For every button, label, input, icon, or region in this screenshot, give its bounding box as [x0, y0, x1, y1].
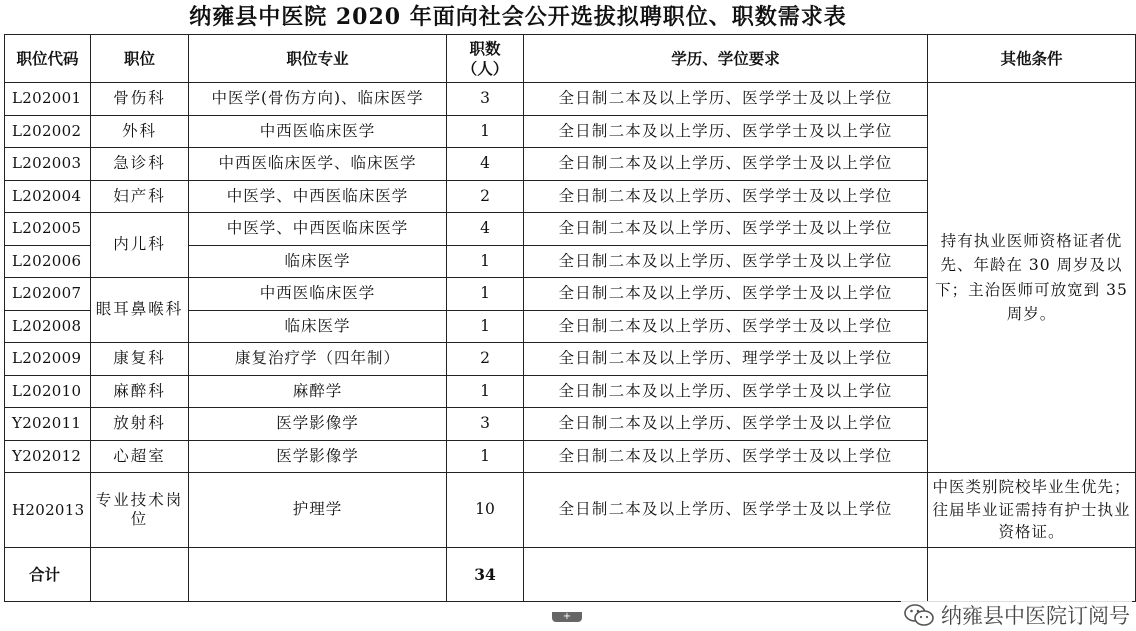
cell-position: 放射科 [91, 408, 189, 441]
cell-code: L202007 [5, 278, 91, 311]
watermark [901, 601, 1132, 629]
cell-count: 1 [447, 245, 524, 278]
cell-position: 康复科 [91, 343, 189, 376]
cell-major: 中医学、中西医临床医学 [189, 213, 447, 246]
cell-other-conditions: 中医类别院校毕业生优先；往届毕业证需持有护士执业资格证。 [928, 473, 1136, 548]
cell-position: 专业技术岗位 [91, 473, 189, 548]
cell-code: L202006 [5, 245, 91, 278]
cell-count: 3 [447, 83, 524, 116]
cell-empty [524, 548, 928, 602]
cell-education: 全日制二本及以上学历、医学学士及以上学位 [524, 115, 928, 148]
cell-count: 4 [447, 213, 524, 246]
cell-count: 2 [447, 180, 524, 213]
cell-major: 中医学(骨伤方向)、临床医学 [189, 83, 447, 116]
plus-icon: + [562, 611, 572, 622]
watermark-text: 纳雍县中医院订阅号 [941, 604, 1130, 628]
wechat-icon [903, 603, 935, 627]
page-title: 纳雍县中医院 2020 年面向社会公开选拔拟聘职位、职数需求表 [189, 4, 847, 30]
cell-major: 中西医临床医学 [189, 115, 447, 148]
cell-code: L202004 [5, 180, 91, 213]
cell-empty [91, 548, 189, 602]
cell-education: 全日制二本及以上学历、医学学士及以上学位 [524, 245, 928, 278]
recruitment-table [4, 34, 1136, 602]
cell-code: L202003 [5, 148, 91, 181]
cell-education: 全日制二本及以上学历、医学学士及以上学位 [524, 375, 928, 408]
cell-code: L202010 [5, 375, 91, 408]
cell-major: 麻醉学 [189, 375, 447, 408]
cell-code: L202008 [5, 310, 91, 343]
header-code: 职位代码 [5, 35, 91, 83]
header-other: 其他条件 [928, 35, 1136, 83]
cell-count: 1 [447, 278, 524, 311]
table-row [5, 473, 1136, 548]
cell-major: 护理学 [189, 473, 447, 548]
cell-position: 麻醉科 [91, 375, 189, 408]
cell-position: 急诊科 [91, 148, 189, 181]
cell-count: 4 [447, 148, 524, 181]
cell-empty [928, 548, 1136, 602]
cell-major: 中西医临床医学 [189, 278, 447, 311]
header-position: 职位 [91, 35, 189, 83]
cell-other-conditions: 持有执业医师资格证者优先、年龄在 30 周岁及以下；主治医师可放宽到 35 周岁。 [928, 83, 1136, 473]
cell-education: 全日制二本及以上学历、医学学士及以上学位 [524, 473, 928, 548]
table-row [5, 83, 1136, 116]
total-row [5, 548, 1136, 602]
cell-position: 妇产科 [91, 180, 189, 213]
total-label: 合计 [5, 548, 91, 602]
header-major: 职位专业 [189, 35, 447, 83]
cell-position: 外科 [91, 115, 189, 148]
cell-major: 中医学、中西医临床医学 [189, 180, 447, 213]
table-header-row [5, 35, 1136, 83]
cell-count: 2 [447, 343, 524, 376]
cell-code: L202009 [5, 343, 91, 376]
cell-empty [189, 548, 447, 602]
cell-count: 1 [447, 115, 524, 148]
cell-count: 1 [447, 310, 524, 343]
cell-education: 全日制二本及以上学历、医学学士及以上学位 [524, 180, 928, 213]
cell-education: 全日制二本及以上学历、医学学士及以上学位 [524, 83, 928, 116]
cell-education: 全日制二本及以上学历、医学学士及以上学位 [524, 440, 928, 473]
total-count: 34 [447, 548, 524, 602]
cell-education: 全日制二本及以上学历、医学学士及以上学位 [524, 278, 928, 311]
cell-major: 康复治疗学（四年制） [189, 343, 447, 376]
cell-major: 中西医临床医学、临床医学 [189, 148, 447, 181]
cell-major: 医学影像学 [189, 440, 447, 473]
cell-code: L202001 [5, 83, 91, 116]
cell-major: 临床医学 [189, 245, 447, 278]
cell-position: 骨伤科 [91, 83, 189, 116]
cell-education: 全日制二本及以上学历、理学学士及以上学位 [524, 343, 928, 376]
page-tab[interactable] [552, 612, 582, 622]
cell-code: Y202011 [5, 408, 91, 441]
cell-code: L202005 [5, 213, 91, 246]
cell-count: 10 [447, 473, 524, 548]
cell-education: 全日制二本及以上学历、医学学士及以上学位 [524, 213, 928, 246]
header-count: 职数（人） [447, 35, 524, 83]
cell-code: L202002 [5, 115, 91, 148]
cell-education: 全日制二本及以上学历、医学学士及以上学位 [524, 310, 928, 343]
cell-education: 全日制二本及以上学历、医学学士及以上学位 [524, 408, 928, 441]
cell-major: 医学影像学 [189, 408, 447, 441]
header-education: 学历、学位要求 [524, 35, 928, 83]
cell-code: Y202012 [5, 440, 91, 473]
cell-position: 眼耳鼻喉科 [91, 278, 189, 343]
cell-count: 1 [447, 375, 524, 408]
cell-major: 临床医学 [189, 310, 447, 343]
cell-count: 3 [447, 408, 524, 441]
cell-code: H202013 [5, 473, 91, 548]
cell-count: 1 [447, 440, 524, 473]
cell-position: 内儿科 [91, 213, 189, 278]
cell-education: 全日制二本及以上学历、医学学士及以上学位 [524, 148, 928, 181]
cell-position: 心超室 [91, 440, 189, 473]
